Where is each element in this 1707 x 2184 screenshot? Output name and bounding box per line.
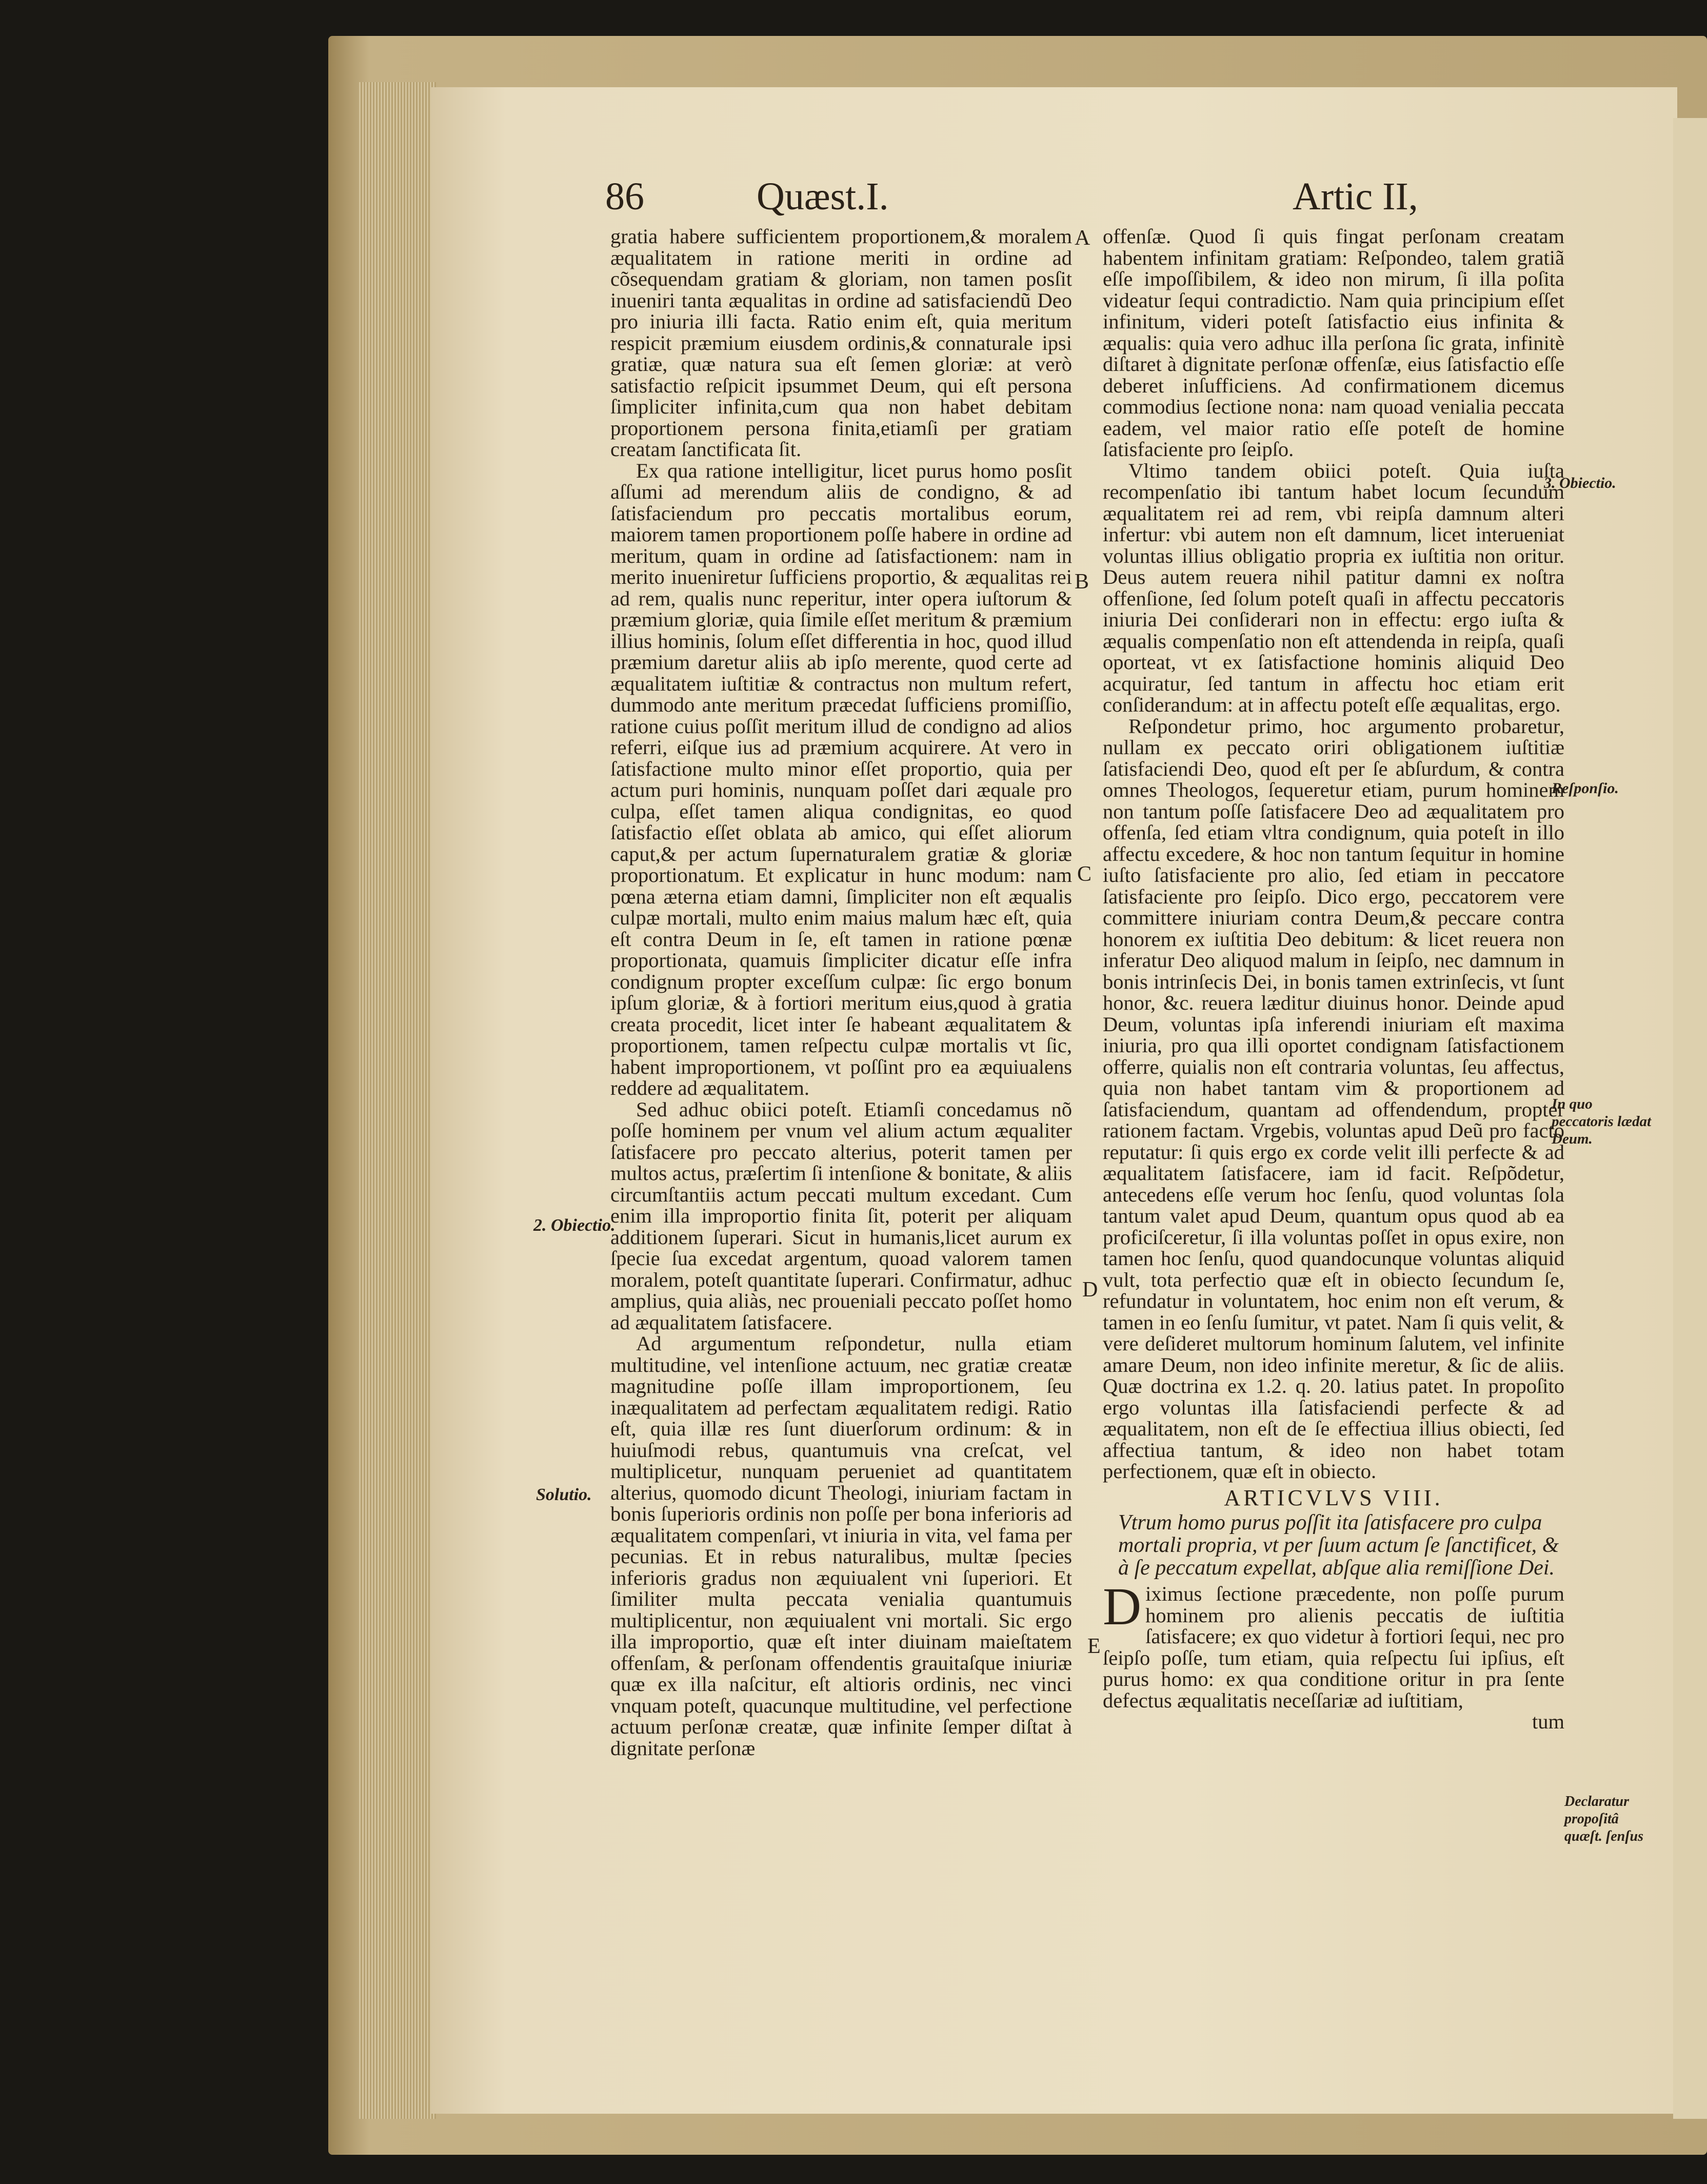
left-column	[610, 226, 1072, 1759]
margin-note-objection-3: 3. Obiectio.	[1544, 475, 1616, 491]
section-letter-b: B	[1075, 570, 1089, 594]
drop-capital: D	[1103, 1577, 1142, 1636]
margin-note-in-quo: In quo peccatoris lædat Deum.	[1552, 1096, 1652, 1147]
paragraph: Ex qua ratione intelligitur, licet purus homo posſit aſſumi ad merendum aliis de condigno, & ad ſatisfaciendum pro peccatis mortalibus eorum, maiorem tamen proportionem poſſe habere in ordine ad meritum, quam in ordine ad ſatisfactionem: nam in merito inueniretur ſufficiens proportio, & æqualitas rei ad rem, qualis nunc reperitur, inter opera iuſtorum & præmium gloriæ, quia ſimile eſſet meritum & præmium illius hominis, ſolum eſſet differentia in hoc, quod illud præmium daretur aliis ab ipſo merente, quod certe ad æqualitatem iuſtitiæ & contractus non multum refert, dummodo ante meritum præcedat ſufficiens promiſſio, ratione cuius poſſit meritum illud de condigno ad alios referri, eiſque ius ad præmium acquirere. At vero in ſatisfactione multo minor eſſet proportio, quia per actum puri hominis, nunquam poſſet dari æquale pro culpa, eſſet tamen aliqua condignitas, eo quod ſatisfactio eſſet oblata ab amico, qui eſſet aliorum caput,& per actum ſupernaturalem gratiæ & gloriæ proportionatum. Et explicatur in hunc modum: nam pœna æterna etiam damni, ſimpliciter non eſt æqualis culpæ mortali, multo enim maius malum hæc eſt, quia eſt contra Deum in ſe, eſt tamen in ratione pœnæ proportionata, quamuis ſimpliciter dicatur eſſe infra condignum propter exceſſum culpæ: ſic ergo bonum ipſum gloriæ, & à fortiori meritum eius,quod à gratia creata procedit, licet inter ſe habeant æqualitatem & proportionem, tamen reſpectu culpæ mortalis vt ſic, habent improportionem, vt poſſint pro ea æquiualens reddere ad æqualitatem.	[610, 459, 1072, 1099]
paragraph: gratia habere sufficientem proportionem,& moralem æqualitatem in ratione meriti in ordine ad cõsequendam gratiam & gloriam, non tamen posſit inueniri tanta æqualitas in ordine ad satisfaciendũ Deo pro iniuria illi facta. Ratio enim eſt, quia meritum respicit præmium eiusdem ordinis,& connaturale ipsi gratiæ, quæ natura sua eſt ſemen gloriæ: at verò satisfactio reſpicit ipsummet Deum, qui eſt persona ſimpliciter infinita,cum qua non habet debitam proportionem persona finita,etiamſi per gratiam creatam ſanctificata ſit.	[610, 225, 1072, 461]
margin-note-solution: Solutio.	[536, 1485, 592, 1504]
article-heading: ARTICVLVS VIII.	[1224, 1485, 1443, 1510]
running-head-left: Quæst.I.	[757, 175, 889, 218]
paragraph: Sed adhuc obiici poteſt. Etiamſi concedamus nõ poſſe hominem per vnum vel alium actum æqualiter ſatisfacere pro peccato alterius, poterit tamen per multos actus, præſertim ſi intenſione & bonitate, & aliis circumſtantiis actum peccati multum excedant. Cum enim illa improportio finita ſit, poterit per aliquam additionem ſuperari. Sicut in humanis,licet aurum ex ſpecie ſua excedat argentum, quoad valorem tamen moralem, poteſt quantitate ſuperari. Confirmatur, adhuc amplius, quia aliàs, nec proueniali peccato poſſet homo ad æqualitatem ſatisfacere.	[610, 1097, 1072, 1334]
page-edges	[359, 82, 436, 2119]
paragraph: Vltimo tandem obiici poteſt. Quia iuſta recompenſatio ibi tantum habet locum ſecundum æqualitatem rei ad rem, vbi reipſa damnum alteri infertur: vbi autem non eſt damnum, licet interueniat voluntas illius obligatio propria ex iuſtitia non oritur. Deus autem reuera nihil patitur damni ex noſtra offenſione, ſed ſolum poteſt quaſi in affectu peccatoris iniuria Dei conſiderari non in effectu: ergo iuſta & æqualis compenſatio non eſt attendenda in reipſa, quaſi oporteat, vt ex ſatisfactione hominis aliquid Deo acquiratur, ſed tantum in affectu hoc etiam erit conſiderandum: at in affectu poteſt eſſe æqualitas, ergo.	[1103, 459, 1564, 716]
page-number: 86	[605, 175, 644, 218]
facing-page-edge	[1673, 118, 1707, 2119]
catchword: tum	[1532, 1710, 1564, 1733]
article-question: Vtrum homo purus poſſit ita ſatisfacere pro culpa mortali propria, vt per ſuum actum ſe ſanctificet, & à ſe peccatum expellat, abſque alia remiſſione Dei.	[1118, 1511, 1559, 1580]
margin-note-responsio: Reſponſio.	[1552, 780, 1619, 797]
paragraph: Ad argumentum reſpondetur, nulla etiam multitudine, vel intenſione actuum, nec gratiæ creatæ magnitudine poſſe illam improportionem, ſeu inæqualitatem ad perfectam æqualitatem redigi. Ratio eſt, quia illæ res ſunt diuerſorum ordinum: & in huiuſmodi rebus, quantumuis vna creſcat, vel multiplicetur, nunquam perueniet ad quantitatem alterius, quomodo dicunt Theologi, iniuriam factam in bonis ſuperioris ordinis non poſſe per bona inferioris ad æqualitatem compenſari, vt iniuria in vita, vel fama per pecunias. Et in rebus naturalibus, multæ ſpecies inferioris gradus non æquiualent vni ſuperiori. Et ſimiliter multa peccata venialia quantumuis multiplicentur, non æquiualent vni mortali. Sic ergo illa improportio, quæ eſt inter diuinam maieſtatem offenſam, & perſonam offendentis grauitaſque iniuriæ quæ ex illa naſcitur, eſt altioris ordinis, nec vinci vnquam poteſt, quacunque multitudine, vel perfectione actuum perſonæ creatæ, quæ infinite ſemper diſtat à dignitate perſonæ	[610, 1332, 1072, 1760]
running-head-right: Artic II,	[1293, 175, 1418, 218]
right-column	[1103, 226, 1564, 1733]
section-letter-d: D	[1082, 1278, 1098, 1302]
article-text: iximus ſectione præcedente, non poſſe purum hominem pro alienis peccatis de iuſtitia ſatisfacere; ex quo videtur à fortiori ſequi, nec pro ſeipſo poſſe, tum etiam, quia reſpectu ſui ipſius, eſt purus homo: ex qua conditione oritur in pra ſente defectus æqualitatis neceſſariæ ad iuſtitiam,	[1103, 1582, 1564, 1712]
margin-note-declaratur: Declaratur propoſitâ quæſt. ſenſus	[1564, 1794, 1644, 1844]
paragraph: Reſpondetur primo, hoc argumento probaretur, nullam ex peccato oriri obligationem iuſtitiæ ſatisfaciendi Deo, quod eſt per ſe abſurdum, & contra omnes Theologos, ſequeretur etiam, purum hominem non tantum poſſe ſatisfacere Deo ad æqualitatem pro offenſa, ſed etiam vltra condignum, quia poteſt in illo affectu excedere, & hoc non tantum ſequitur in homine iuſto ſatisfaciente pro alio, ſed etiam in peccatore ſatisfaciente pro ſeipſo. Dico ergo, peccatorem vere committere iniuriam contra Deum,& peccare contra honorem ex iuſtitia Deo debitum: & licet reuera non inferatur Deo aliquod malum in ſeipſo, nec damnum in bonis intrinſecis Dei, in bonis tamen extrinſecis, vt ſunt honor, &c. reuera læditur diuinus honor. Deinde apud Deum, voluntas ipſa inferendi iniuriam eſt maxima iniuria, pro qua illi oportet condignam ſatisfactionem offerre, quialis non eſt contraria voluntas, ſeu affectus, quia non habet tantam vim & proportionem ad ſatisfaciendum, quantam ad offendendum, propter rationem factam. Vrgebis, voluntas apud Deũ pro facto reputatur: ſi quis ergo ex corde velit illi perfecte & ad æqualitatem ſatisfacere, iam id facit. Reſpõdetur, antecedens eſſe verum hoc ſenſu, quod voluntas ſola tantum valet apud Deum, quantum opus quod ab ea proficiſceretur, ſi illa voluntas poſſet in opus exire, non tamen hoc ſenſu, quod quandocunque voluntas aliquid vult, tota perfectio quæ eſt in obiecto ſecundum ſe, refundatur in voluntatem, hoc enim non eſt verum, & tamen in eo ſenſu ſumitur, vt patet. Nam ſi quis velit, & vere deſideret multorum hominum ſalutem, vel infinite amare Deum, non ideo infinite meretur, & ſic de aliis. Quæ doctrina ex 1.2. q. 20. latius patet. In propoſito ergo voluntas illa ſatisfaciendi perfecte & ad æqualitatem, non eſt de ſe effectiua illius obiecti, ſed affectiua tantum, & ideo non habet totam perfectionem, quæ eſt in obiecto.	[1103, 714, 1564, 1483]
section-letter-e: E	[1087, 1635, 1101, 1658]
margin-note-objection-2: 2. Obiectio.	[533, 1216, 616, 1235]
paragraph: offenſæ. Quod ſi quis fingat perſonam creatam habentem infinitam gratiam: Reſpondeo, talem gratiã eſſe impoſſibilem, & ideo non mirum, ſi illa poſita videatur ſequi contradictio. Nam quia principium eſſet infinitum, videri poteſt ſatisfactio eius infinita & æqualis: quia vero adhuc illa perſona ſic grata, infinitè diſtaret à dignitate perſonæ offenſæ, eius ſatisfactio eſſe deberet inſufficiens. Ad confirmationem dicemus commodius ſectione nona: nam quoad venialia peccata eadem, vel maior ratio eſſe poteſt de homine ſatisfaciente pro ſeipſo.	[1103, 225, 1564, 461]
section-letter-a: A	[1075, 226, 1090, 250]
section-letter-c: C	[1077, 862, 1092, 886]
